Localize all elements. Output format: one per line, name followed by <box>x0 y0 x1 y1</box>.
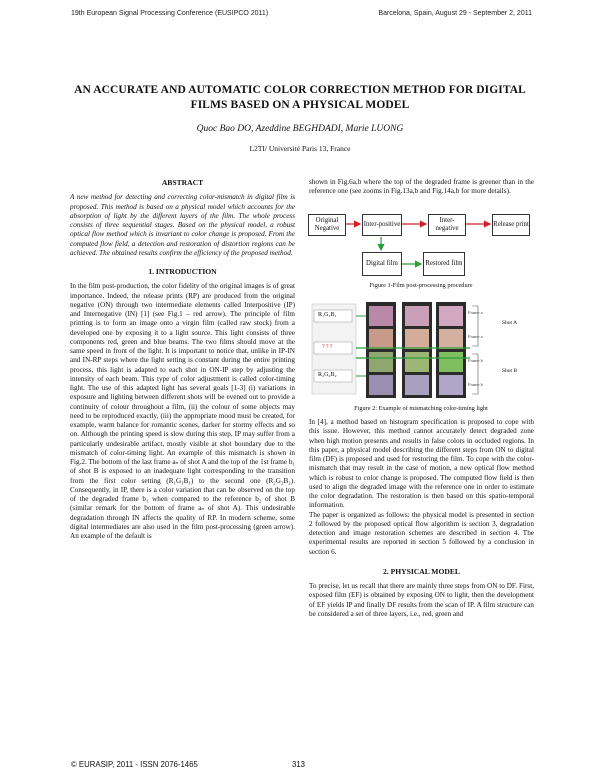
box-interpositive: Inter-positive <box>362 214 402 236</box>
svg-text:Frame b: Frame b <box>468 358 483 363</box>
box-restored-film: Restored film <box>423 252 465 276</box>
right-paragraph-related-work: In [4], a method based on histogram specification is proposed to cope with this issue. However, this method cannot accurately detect degraded zone when high motion presents and results in false colors in occluded regions. In this paper, a physical model describing the different steps from ON to digital film (DF) is proposed and used for restoring the film. To cope with the color-mismatch that may result in the case of motion, a new optical flow method which is robust to color change is proposed. The computed flow field is then used to align the degraded image with the reference one in order to estimate the color degradation. The restoration is then based on this spatio-temporal information. <box>309 418 534 510</box>
figure-1-diagram <box>306 212 536 290</box>
box-digital-film: Digital film <box>362 252 402 276</box>
figure-2-film-strips <box>310 298 532 402</box>
running-header-right: Barcelona, Spain, August 29 - September 2, 2011 <box>378 10 532 17</box>
box-release-print: Release print <box>492 214 530 236</box>
running-header-left: 19th European Signal Processing Conference (EUSIPCO 2011) <box>71 10 269 17</box>
page-number: 313 <box>292 760 306 769</box>
fig2-label-r1g1b1: R₁G₁B₁ <box>318 312 337 318</box>
svg-text:Frame a: Frame a <box>468 310 483 315</box>
paper-title: AN ACCURATE AND AUTOMATIC COLOR CORRECTION METHOD FOR DIGITAL FILMS BASED ON A PHYSICAL MODEL <box>74 84 526 111</box>
figure-1-caption: Figure 1-Film post-processing procedure <box>369 282 473 289</box>
footer-copyright: © EURASIP, 2011 - ISSN 2076-1465 <box>71 760 198 769</box>
figure-2-illustration <box>310 298 532 402</box>
svg-text:Frame a: Frame a <box>468 334 483 339</box>
physical-model-paragraph: To precise, let us recall that there are mainly three steps from ON to DF. First, exposed film (EF) is obtained by exposing ON to light, then the development of EF yields IP and finally DF results from the scan of IP. A film structure can be considered a set of three layers, i.e., red, green and <box>309 582 534 618</box>
intro-paragraph: In the film post-production, the color fidelity of the original images is of great importance. Indeed, the release prints (RP) are produced from the original negative (ON) through two intermediate elements called Interpositive (IP) and Internegative (IN) [1] (see Fig.1 – red arrow). The principle of film printing is to form an image onto a virgin film (called raw stock) from a developed one by exposing it to a light source. This light consists of three components red, green and blue beams. The two films should move at the same speed in front of the light. It is important to notice that, unlike in IP-IN and IN-RP steps where the light setting is constant during the entire printing process, this light is adapted to each shot in ON-IP step by adjusting the intensity of each beam. This type of color adjustment is called color-timing light. The use of this adapted light has several goals [1-3] (i) variations in exposure and lighting between different shots will be evened out to provide a continuity of colour throughout a film, (ii) the colour of some objects may need to be reproduced exactly, (iii) the appropriate mood must be created, for example, warm balance for romantic scenes, darker for stormy effects and so on. Although the printing speed is slow during this step, IP may suffer from a particularly undesirable artifact, mostly visible at shot boundary due to the mismatch of color-timing light. An example of this mismatch is shown in Fig.2. The bottom of the last frame aₙ of shot A and the top of the 1st frame b₁ of shot B is exposed to an inadequate light corresponding to the transition from the first color setting (R₁G₁B₁) to the second one (R₂G₂B₂). Consequently, in IP, there is a color variation that can be observed on the top of the degraded frame b₁ when compared to the reference b₂ of shot B (similar remark for the bottom of frame aₙ of shot A). This undesirable degradation through IN affects the quality of RP. In modern scheme, some digital intermediates are also used in the film post-processing (green arrow). An example of the default is <box>70 282 295 540</box>
fig2-shot-a-label: Shot A <box>502 320 518 326</box>
box-internegative: Inter-negative <box>428 214 466 236</box>
physical-model-heading: 2. PHYSICAL MODEL <box>382 566 460 576</box>
fig2-shot-b-label: Shot B <box>502 368 518 374</box>
right-paragraph-organization: The paper is organized as follows: the physical model is presented in section 2 followed by the proposed optical flow algorithm is section 3, degradation detection and image restoration schemes are described in section 4. The experimental results are reported in section 5 followed by a conclusion in section 6. <box>309 510 534 556</box>
intro-heading: 1. INTRODUCTION <box>148 267 217 276</box>
authors: Quoc Bao DO, Azeddine BEGHDADI, Marie LUONG <box>196 124 404 134</box>
fig2-label-unknown: ? ? ? <box>322 344 333 350</box>
right-column-top <box>309 178 534 197</box>
right-intro-continuation: shown in Fig.6a,b where the top of the degraded frame is greener than in the reference one (see zooms in Fig.13a,b and Fig.14a,b for more details). <box>309 178 534 196</box>
affiliation: L2TI/ Université Paris 13, France <box>249 144 351 153</box>
svg-text:Frame b: Frame b <box>468 382 483 387</box>
abstract-heading: ABSTRACT <box>161 178 204 187</box>
left-column <box>70 178 295 541</box>
abstract-text: A new method for detecting and correcting color-mismatch in digital film is proposed. This method is based on a physical model which accounts for the absorption of light by the different layers of the film. The whole process consists of three sequential stages. Based on the physical model, a robust optical flow method which is invariant to color change is proposed. From the computed flow field, a detection and restoration of distortion regions can be achieved. The obtained results confirm the efficiency of the proposed method. <box>70 193 295 257</box>
box-original-negative: Original Negative <box>308 214 346 236</box>
fig2-label-r2g2b2: R₂G₂B₂ <box>318 372 337 378</box>
figure-2-caption: Figure 2: Example of mismatching color-timing light <box>354 405 488 412</box>
right-column-bottom <box>309 418 534 619</box>
